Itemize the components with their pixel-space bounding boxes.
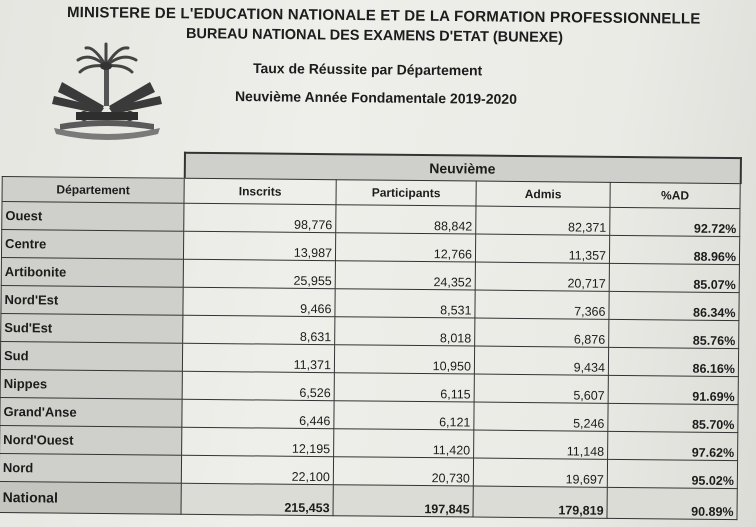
cell-inscrits: 25,955	[183, 259, 335, 288]
cell-dept: Nord	[0, 453, 182, 483]
cell-pct: 85.76%	[609, 319, 739, 348]
cell-pct: 95.02%	[607, 459, 737, 488]
cell-admis: 20,717	[475, 262, 609, 291]
cell-dept: Centre	[1, 230, 183, 260]
cell-dept: Sud	[0, 341, 182, 371]
cell-pct: 86.16%	[608, 347, 738, 376]
cell-inscrits: 12,195	[182, 427, 334, 456]
cell-participants: 20,730	[333, 457, 473, 486]
cell-inscrits: 13,987	[183, 231, 335, 260]
total-inscrits: 215,453	[181, 483, 333, 515]
cell-admis: 6,876	[475, 318, 609, 347]
cell-admis: 9,434	[474, 346, 608, 375]
bureau-title: BUREAU NATIONAL DES EXAMENS D'ETAT (BUNEXE)	[185, 26, 564, 46]
cell-inscrits: 98,776	[184, 203, 336, 232]
cell-pct: 88.96%	[609, 235, 739, 264]
cell-participants: 12,766	[335, 233, 475, 262]
cell-admis: 7,366	[475, 290, 609, 319]
cell-dept: Nippes	[0, 369, 182, 399]
total-label: National	[0, 481, 181, 514]
results-table	[0, 150, 741, 520]
cell-inscrits: 6,446	[182, 399, 334, 428]
cell-dept: Nord'Ouest	[0, 425, 182, 455]
blank-cell	[2, 151, 184, 178]
column-header-pct: %AD	[610, 182, 740, 208]
cell-dept: Sud'Est	[1, 313, 183, 343]
exam-title: Neuvième Année Fondamentale 2019-2020	[234, 88, 518, 107]
cell-pct: 85.07%	[609, 263, 739, 292]
total-participants: 197,845	[333, 485, 473, 517]
cell-inscrits: 6,526	[182, 371, 334, 400]
cell-inscrits: 22,100	[181, 455, 333, 484]
cell-participants: 11,420	[334, 429, 474, 458]
cell-participants: 8,018	[335, 317, 475, 346]
cell-participants: 6,121	[334, 401, 474, 430]
cell-dept: Grand'Anse	[0, 397, 182, 427]
column-header-admis: Admis	[476, 181, 610, 207]
cell-admis: 11,148	[474, 430, 608, 459]
cell-dept: Ouest	[2, 202, 184, 232]
cell-inscrits: 8,631	[183, 315, 335, 344]
column-header-departement: Département	[2, 177, 184, 204]
cell-dept: Artibonite	[1, 257, 183, 287]
cell-participants: 6,115	[334, 373, 474, 402]
cell-admis: 5,246	[474, 402, 608, 431]
haiti-coat-of-arms-icon	[40, 42, 175, 140]
ministry-title: MINISTERE DE L'EDUCATION NATIONALE ET DE LA FORMATION PROFESSIONNELLE	[66, 4, 701, 28]
cell-admis: 5,607	[474, 374, 608, 403]
cell-admis: 11,357	[475, 234, 609, 263]
cell-participants: 24,352	[335, 261, 475, 290]
cell-admis: 82,371	[476, 206, 610, 235]
table-body	[0, 202, 740, 489]
cell-pct: 86.34%	[609, 291, 739, 320]
cell-participants: 8,531	[335, 289, 475, 318]
cell-inscrits: 9,466	[183, 287, 335, 316]
cell-admis: 19,697	[473, 458, 607, 487]
column-header-participants: Participants	[336, 180, 476, 206]
cell-participants: 10,950	[334, 345, 474, 374]
group-title: Neuvième	[184, 153, 740, 184]
cell-inscrits: 11,371	[182, 343, 334, 372]
total-pct: 90.89%	[607, 487, 737, 519]
cell-pct: 97.62%	[608, 431, 738, 460]
cell-pct: 92.72%	[610, 207, 740, 236]
cell-pct: 85.70%	[608, 403, 738, 432]
national-total-row	[0, 481, 737, 519]
column-header-inscrits: Inscrits	[184, 178, 336, 204]
total-admis: 179,819	[473, 486, 607, 518]
report-subtitle: Taux de Réussite par Département	[252, 60, 483, 79]
cell-participants: 88,842	[336, 205, 476, 234]
cell-pct: 91.69%	[608, 375, 738, 404]
cell-dept: Nord'Est	[1, 285, 183, 315]
results-table-container	[0, 150, 742, 527]
